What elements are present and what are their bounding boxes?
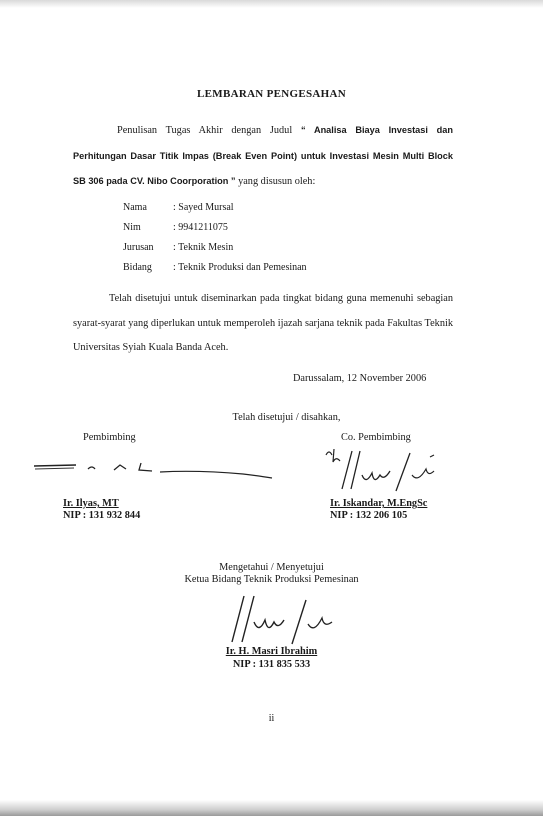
supervisor-role: Pembimbing [83,432,136,443]
page-title: LEMBARAN PENGESAHAN [196,88,347,100]
approval-paragraph [73,287,453,361]
student-info-row-bidang [123,258,307,278]
scan-edge-top [0,0,543,8]
head-signature [222,590,342,646]
supervisor-name: Ir. Ilyas, MT [63,498,119,509]
info-label: Jurusan [123,242,154,253]
head-name: Ir. H. Masri Ibrahim [225,646,318,657]
acknowledged-line: Mengetahui / Menyetujui [219,562,324,573]
co-supervisor-signature [318,445,448,497]
info-value: : Sayed Mursal [173,202,234,213]
intro-paragraph [73,118,453,195]
info-label: Bidang [123,262,152,273]
place-date: Darussalam, 12 November 2006 [293,373,427,384]
approved-by-line: Telah disetujui / disahkan, [232,412,341,423]
student-info-row-jurusan [123,238,307,258]
student-info-row-nim [123,218,307,238]
co-supervisor-role: Co. Pembimbing [341,432,411,443]
intro-tail: yang disusun oleh: [238,176,316,187]
info-label: Nama [123,202,147,213]
info-label: Nim [123,222,141,233]
page-number: ii [268,713,275,724]
thesis-title: “ Analisa Biaya Investasi dan Perhitungan Dasar Titik Impas (Break Even Point) untuk Investasi Mesin Multi Block SB 306 pada CV. Nibo Coorporation ” [73,125,453,186]
student-info [123,198,307,278]
intro-lead: Penulisan Tugas Akhir dengan Judul [117,125,293,136]
scan-edge-bottom [0,800,543,816]
supervisor-signature [28,455,278,485]
co-supervisor-name: Ir. Iskandar, M.EngSc [330,498,428,509]
supervisor-nip: NIP : 131 932 844 [63,510,141,521]
info-value: : Teknik Mesin [173,242,234,253]
info-value: : 9941211075 [173,222,228,233]
head-nip: NIP : 131 835 533 [232,659,311,670]
approval-text: Telah disetujui untuk diseminarkan pada tingkat bidang guna memenuhi sebagian syarat-syarat yang diperlukan untuk memperoleh ijazah sarjana teknik pada Fakultas Teknik Universitas Syiah Kuala Banda Aceh. [73,293,453,353]
head-role: Ketua Bidang Teknik Produksi Pemesinan [184,574,359,585]
info-value: : Teknik Produksi dan Pemesinan [173,262,307,273]
co-supervisor-nip: NIP : 132 206 105 [330,510,408,521]
student-info-row-name [123,198,307,218]
